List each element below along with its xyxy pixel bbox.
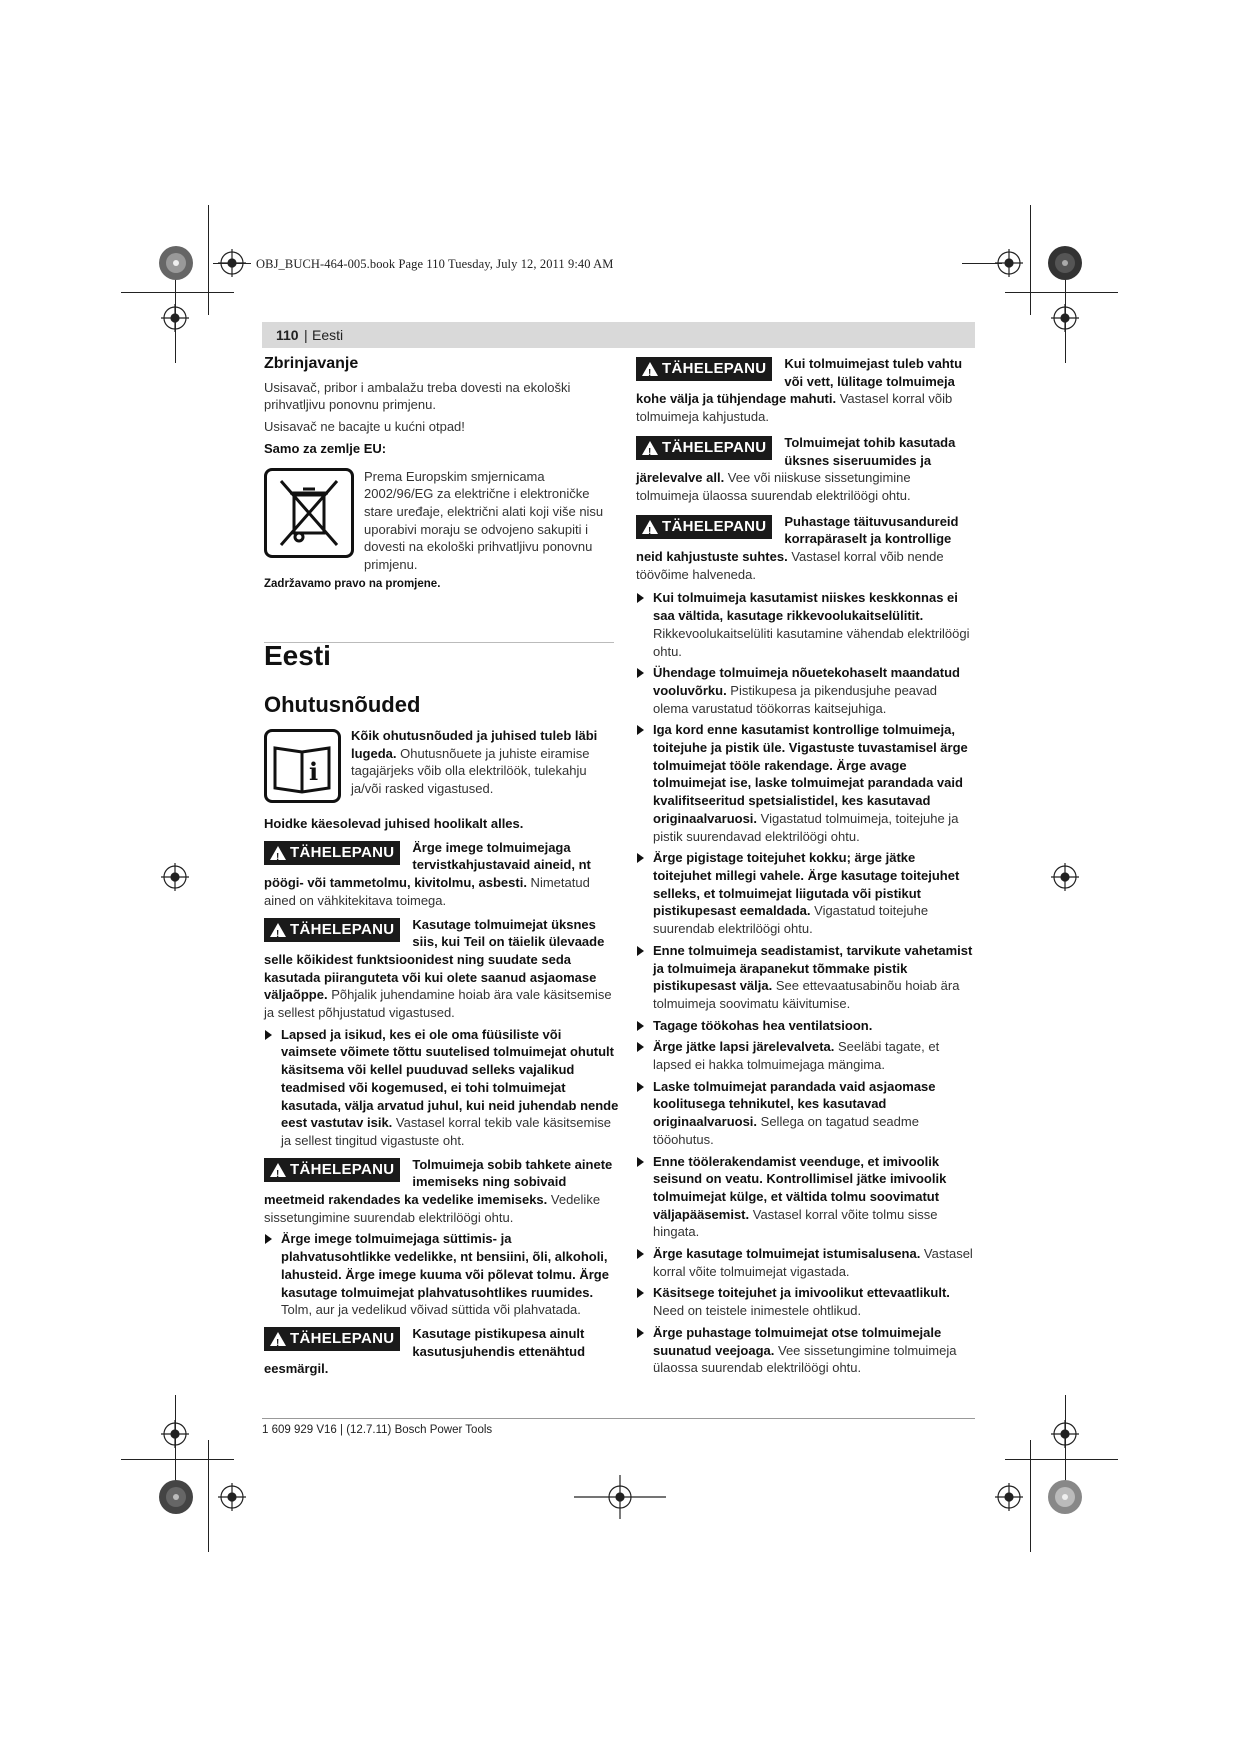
right-column xyxy=(636,355,976,1381)
crosshair-icon xyxy=(161,304,189,332)
warning-block: ! TÄHELEPANU Puhastage täituvusandureid korrapäraselt ja kontrollige neid kahjustuste suhtes. Vastasel korral võib nende töövõime halveneda. xyxy=(636,513,959,582)
crosshair-icon xyxy=(1051,1420,1079,1448)
page-header xyxy=(262,322,975,348)
crosshair-icon xyxy=(1051,863,1079,891)
warning-triangle-icon: ! xyxy=(270,1332,286,1346)
list-item: Iga kord enne kasutamist kontrollige tolmuimeja, toitejuhe ja pistik üle. Vigastuste tuvastamisel ärge tolmuimejat tööle rakendage. Ärge avage tolmuimejat ise, laske tolmuimejat parandada vaid kvalifitseeritud spetsialistidel, kes kasutavad originaalvaruosi. Vigastatud tolmuimeja, toitejuhe ja pistik suurendavad elektrilöögi ohtu. xyxy=(636,721,976,845)
crosshair-icon xyxy=(161,863,189,891)
warning-badge: ! TÄHELEPANU xyxy=(636,515,772,539)
weee-bin-icon xyxy=(264,468,354,558)
warning-block: ! TÄHELEPANU Ärge imege tolmuimejaga tervistkahjustavaid aineid, nt pöögi- või tammetolmu, kivitolmu, asbesti. Nimetatud ained on vähkitekitava toimega. xyxy=(264,839,591,908)
warning-triangle-icon: ! xyxy=(270,923,286,937)
list-item: Ärge pigistage toitejuhet kokku; ärge jätke toitejuhet millegi vahele. Ärge kasutage toitejuhet selleks, et tolmuimejat liigutada või pistikut pistikupesast eemaldada. Vigastatud toitejuhe suurendab elektrilöögi ohtu. xyxy=(636,849,976,938)
warning-badge: ! TÄHELEPANU xyxy=(264,841,400,865)
warning-block: ! TÄHELEPANU Kasutage pistikupesa ainult kasutusjuhendis ettenähtud eesmärgil. xyxy=(264,1325,586,1377)
keep-instructions: Hoidke käesolevad juhised hoolikalt alles. xyxy=(264,816,524,831)
eu-text: Prema Europskim smjernicama 2002/96/EG za električne i elektroničke stare uređaje, električni alati koji više nisu uporabivi moraju se odvojeno sakupiti i dovesti na ekološki prihvatljivu ponovnu primjenu. xyxy=(364,468,604,573)
warning-block: ! TÄHELEPANU Tolmuimeja sobib tahkete ainete imemiseks ning sobivaid meetmeid rakendades ka vedelike imemiseks. Vedelike sissetungimine suurendab elektrilöögi ohtu. xyxy=(264,1156,613,1225)
header-separator: | xyxy=(304,327,308,343)
warning-triangle-icon: ! xyxy=(270,846,286,860)
list-item: Ühendage tolmuimeja nõuetekohaselt maandatud vooluvõrku. Pistikupesa ja pikendusjuhe peavad olema varustatud töökorras kaitsejuhiga. xyxy=(636,664,976,717)
list-item: Laske tolmuimejat parandada vaid asjaomase koolitusega tehnikutel, kes kasutavad originaalvaruosi. Sellega on tagatud seadme tööohutus. xyxy=(636,1078,976,1149)
warning-triangle-icon: ! xyxy=(642,362,658,376)
crosshair-icon xyxy=(161,1420,189,1448)
starburst-target-icon xyxy=(159,246,193,280)
warning-badge: ! TÄHELEPANU xyxy=(264,918,400,942)
language-title: Eesti xyxy=(264,640,331,671)
footer: 1 609 929 V16 | (12.7.11) Bosch Power Tools xyxy=(262,1424,493,1436)
footer-divider xyxy=(262,1418,975,1419)
warning-badge: ! TÄHELEPANU xyxy=(264,1327,400,1351)
list-item: Käsitsege toitejuhet ja imivoolikut ettevaatlikult. Need on teistele inimestele ohtlikud. xyxy=(636,1284,976,1319)
warning-triangle-icon: ! xyxy=(642,441,658,455)
list-item: Kui tolmuimeja kasutamist niiskes keskkonnas ei saa vältida, kasutage rikkevoolukaitselülitit. Rikkevoolukaitselüliti kasutamine vähendab elektrilöögi ohtu. xyxy=(636,589,976,660)
eu-heading: Samo za zemlje EU: xyxy=(264,440,387,456)
disposal-text: Usisavač, pribor i ambalažu treba dovesti na ekološki prihvatljivu ponovnu primjenu. xyxy=(264,379,571,413)
list-item: Ärge kasutage tolmuimejat istumisalusena. Vastasel korral võite tolmuimejat vigastada. xyxy=(636,1245,976,1280)
left-column xyxy=(264,727,619,1378)
croatian-section xyxy=(264,355,614,593)
svg-text:i: i xyxy=(309,757,319,786)
crosshair-icon xyxy=(574,1475,666,1519)
safety-title: Ohutusnõuded xyxy=(264,692,421,717)
warning-block: ! TÄHELEPANU Kui tolmuimejast tuleb vahtu või vett, lülitage tolmuimeja kohe välja ja tühjendage mahuti. Vastasel korral võib tolmuimeja kahjustuda. xyxy=(636,356,963,425)
starburst-target-icon xyxy=(159,1480,193,1514)
change-note: Zadržavamo pravo na promjene. xyxy=(264,577,441,590)
page-number: 110 xyxy=(276,327,299,343)
intro-paragraph: Kõik ohutusnõuded ja juhised tuleb läbi lugeda. Ohutusnõuete ja juhiste eiramise tagajärjeks võib olla elektrilöök, tulekahju ja/või rasked vigastused. xyxy=(351,728,598,797)
print-info: OBJ_BUCH-464-005.book Page 110 Tuesday, July 12, 2011 9:40 AM xyxy=(256,257,614,271)
crosshair-icon xyxy=(995,249,1023,277)
list-item: Tagage töökohas hea ventilatsioon. xyxy=(636,1017,976,1035)
warning-badge: ! TÄHELEPANU xyxy=(264,1158,400,1182)
crosshair-icon xyxy=(995,1483,1023,1511)
warning-triangle-icon: ! xyxy=(642,520,658,534)
warning-block: ! TÄHELEPANU Tolmuimejat tohib kasutada üksnes siseruumides ja järelevalve all. Vee või niiskuse sissetungimine tolmuimeja ülaossa suurendab elektrilöögi ohtu. xyxy=(636,434,956,503)
household-warning: Usisavač ne bacajte u kućni otpad! xyxy=(264,419,465,435)
list-item: Ärge imege tolmuimejaga süttimis- ja plahvatusohtlikke vedelikke, nt bensiini, õli, alkoholi, lahusteid. Ärge imege kuuma või põlevat tolmu. Ärge kasutage tolmuimejat plahvatusohtlikes ruumides. Tolm, aur ja vedelikud võivad süttida või plahvatada. xyxy=(264,1230,619,1319)
starburst-target-icon xyxy=(1048,1480,1082,1514)
header-section: Eesti xyxy=(312,327,344,343)
crosshair-icon xyxy=(218,249,246,277)
list-item: Enne töölerakendamist veenduge, et imivoolik seisund on veatu. Kontrollimisel jätke imivoolik tolmuimejat külge, et vältida tolmu soovimatut väljapääsemist. Vastasel korral võite tolmu sisse hingata. xyxy=(636,1153,976,1242)
crosshair-icon xyxy=(1051,304,1079,332)
warning-block: ! TÄHELEPANU Kasutage tolmuimejat üksnes siis, kui Teil on täielik ülevaade selle kõikidest funktsioonidest ning suudate seda kasutada piiranguteta või kui olete saanud asjaomase väljaõppe. Põhjalik juhendamine hoiab ära vale käsitsemise ja sellest põhjustatud vigastused. xyxy=(264,916,612,1021)
crosshair-icon xyxy=(218,1483,246,1511)
disposal-heading: Zbrinjavanje xyxy=(264,355,359,372)
warning-badge: ! TÄHELEPANU xyxy=(636,357,772,381)
warning-triangle-icon: ! xyxy=(270,1163,286,1177)
list-item: Lapsed ja isikud, kes ei ole oma füüsiliste või vaimsete võimete tõttu suutelised tolmuimejat ohutult käsitsema või kellel puuduvad selleks vajalikud teadmised või kogemused, ei tohi tolmuimejat kasutada, välja arvatud juhul, kui neid juhendab nende eest vastutav isik. Vastasel korral tekib vale käsitsemise ja sellest tingitud vigastuste oht. xyxy=(264,1026,619,1150)
starburst-target-icon xyxy=(1048,246,1082,280)
warning-badge: ! TÄHELEPANU xyxy=(636,436,772,460)
list-item: Ärge jätke lapsi järelevalveta. Seeläbi tagate, et lapsed ei hakka tolmuimejaga mängima. xyxy=(636,1038,976,1073)
list-item: Ärge puhastage tolmuimejat otse tolmuimejale suunatud veejoaga. Vee sissetungimine tolmuimeja ülaossa suurendab elektrilöögi ohtu. xyxy=(636,1324,976,1377)
list-item: Enne tolmuimeja seadistamist, tarvikute vahetamist ja tolmuimeja ärapanekut tõmmake pistik pistikupesast välja. See ettevaatusabinõu hoiab ära tolmuimeja soovimatu käivitumise. xyxy=(636,942,976,1013)
read-manual-icon xyxy=(264,729,341,803)
